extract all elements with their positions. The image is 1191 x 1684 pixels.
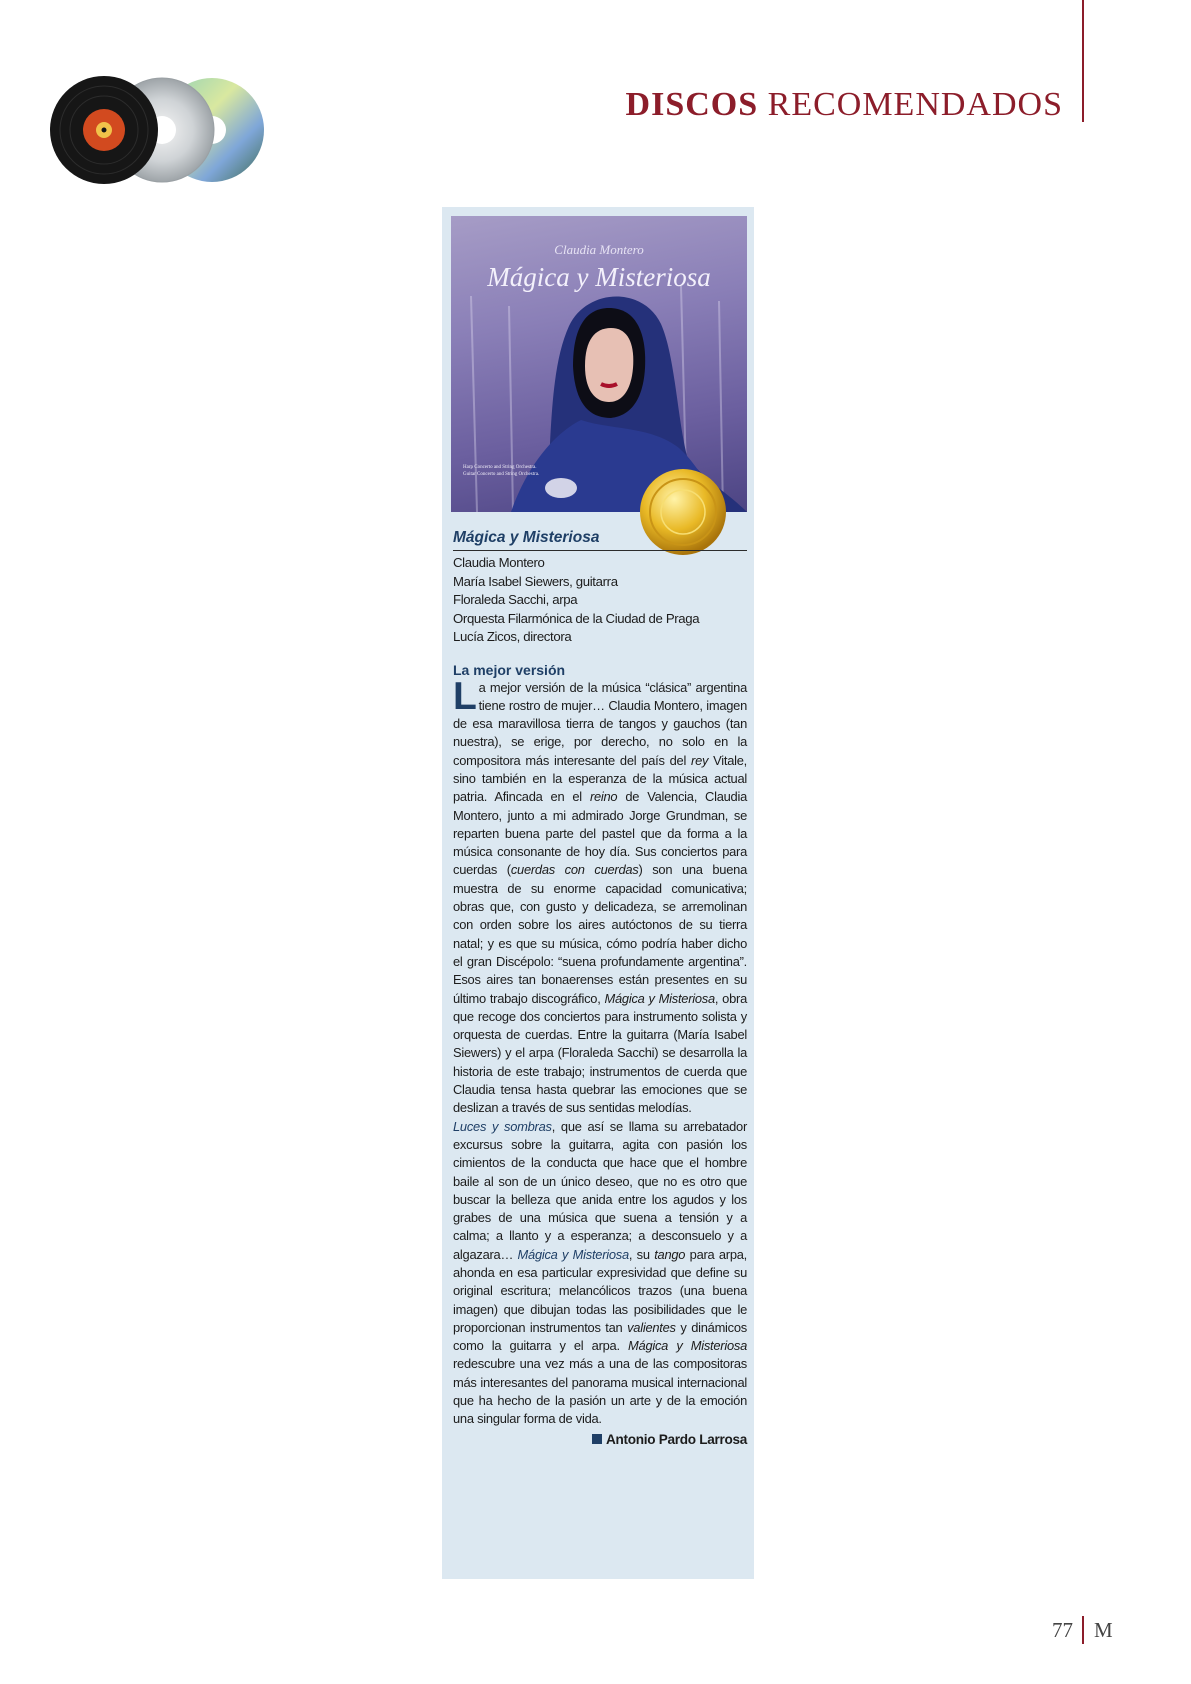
review-title: Mágica y Misteriosa xyxy=(453,528,747,551)
credit-composer: Claudia Montero xyxy=(453,555,545,570)
credit-guitar: María Isabel Siewers, guitarra xyxy=(453,573,618,589)
section-title-rest: RECOMENDADOS xyxy=(758,86,1063,123)
review-paragraph-2: Luces y sombras, que así se llama su arrebatador excursus sobre la guitarra, agita con pasión los cimientos de la conducta que hace que el hombre baile al son de un único deseo, que no es otro que buscar la belleza que anida entre los agudos y los grabes de una música que suena a tensión y a calma; a llanto y a esperanza; a desconsuelo y a algazara… Mágica y Misteriosa, su tango para arpa, ahonda en esa particular expresividad que define su original escritura; melancólicos trazos (una buena imagen) que dibujan todas las posibilidades que le proporcionan instrumentos tan valientes y dinámicos como la guitarra y el arpa. Mágica y Misteriosa redescubre una vez más a una de las compositoras más interesantes del panorama musical internacional que ha hecho de la pasión un arte y de la emoción una singular forma de vida. xyxy=(453,1118,748,1427)
discs-logo xyxy=(48,74,264,186)
byline-author: Antonio Pardo Larrosa xyxy=(606,1431,747,1447)
top-vertical-rule xyxy=(1082,0,1084,122)
credit-orchestra: Orquesta Filarmónica de la Ciudad de Praga xyxy=(453,610,700,626)
credit-conductor: Lucía Zicos, directora xyxy=(453,629,572,644)
page-number: 77 xyxy=(1052,1618,1073,1642)
section-title-strong: DISCOS xyxy=(625,86,759,123)
footer-mark: M xyxy=(1094,1618,1113,1642)
cover-title: Mágica y Misteriosa xyxy=(487,262,711,292)
credits-list xyxy=(453,554,747,647)
review-body xyxy=(453,674,748,1429)
cover-notes: Harp Concerto and String Orchestra. Guitar Concerto and String Orchestra. xyxy=(463,465,540,477)
credit-harp: Floraleda Sacchi, arpa xyxy=(453,592,578,607)
byline-square-icon xyxy=(592,1434,602,1444)
review-subhead: La mejor versión xyxy=(453,661,566,678)
section-title xyxy=(626,86,1063,124)
review-paragraph-1: La mejor versión de la música “clásica” argentina tiene rostro de mujer… Claudia Montero, imagen de esa maravillosa tierra de tangos y gauchos (tan nuestra), se erige, por derecho, no solo en la compositora más interesante del país del rey Vitale, sino también en la esperanza de la música actual patria. Afincada en el reino de Valencia, Claudia Montero, junto a mi admirado Jorge Grundman, se reparten buena parte del pastel que da forma a la música consonante de hoy día. Sus conciertos para cuerdas (cuerdas con cuerdas) son una buena muestra de su enorme capacidad comunicativa; obras que, con gusto y delicadeza, se arremolinan con orden sobre los aires autóctonos de su tierra natal; y es que su música, cómo podría haber dicho el gran Discépolo: “suena profundamente argentina”. Esos aires tan bonaerenses están presentes en su último trabajo discográfico, Mágica y Misteriosa, obra que recoge dos conciertos para instrumento solista y orquesta de cuerdas. Entre la guitarra (María Isabel Siewers) y el arpa (Floraleda Sacchi) se desarrolla la historia de este trabajo; instrumentos de cuerda que Claudia tensa hasta quebrar las emociones que se deslizan a través de sus sentidas melodías. xyxy=(453,674,747,1116)
cover-artist: Claudia Montero xyxy=(554,242,644,257)
footer-vertical-rule xyxy=(1082,1616,1084,1644)
byline xyxy=(453,1431,747,1449)
drop-cap: L xyxy=(453,674,477,718)
review-panel xyxy=(453,528,747,1449)
vinyl-record-icon xyxy=(50,76,158,184)
